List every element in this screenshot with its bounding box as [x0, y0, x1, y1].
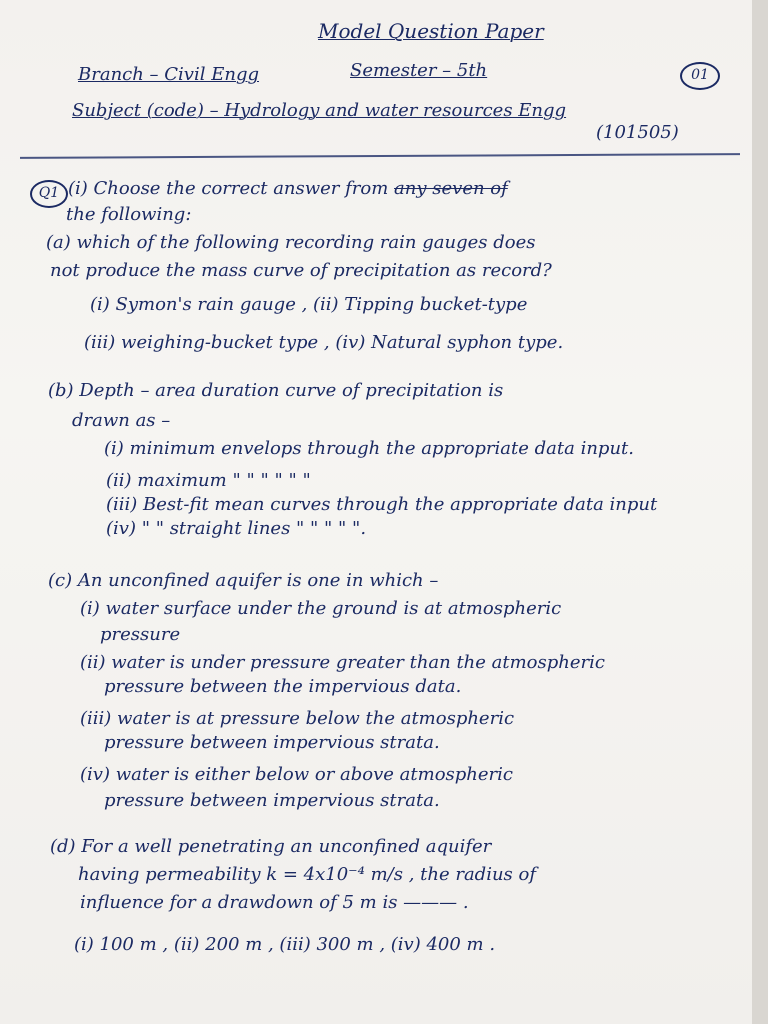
- question-c-option4a: (iv) water is either below or above atmospheric: [80, 764, 513, 785]
- question-tag: Q1: [30, 180, 68, 208]
- semester-label: Semester – 5th: [350, 60, 488, 81]
- question-c-option2a: (ii) water is under pressure greater than the atmospheric: [80, 652, 605, 673]
- branch-label: Branch – Civil Engg: [78, 64, 259, 85]
- question-c-option4b: pressure between impervious strata.: [104, 790, 440, 811]
- question-d-line1: (d) For a well penetrating an unconfined aquifer: [50, 836, 492, 857]
- question-d-line3: influence for a drawdown of 5 m is ——— .: [80, 892, 469, 913]
- subject-code: (101505): [596, 122, 679, 143]
- question-c-option2b: pressure between the impervious data.: [104, 676, 462, 697]
- question-a-line1: (a) which of the following recording rain gauges does: [46, 232, 536, 253]
- question-c-line1: (c) An unconfined aquifer is one in which –: [48, 570, 439, 591]
- question-b-line2: drawn as –: [72, 410, 171, 431]
- question-c-option1b: pressure: [100, 624, 181, 645]
- question-c-option3b: pressure between impervious strata.: [104, 732, 440, 753]
- question-b-option4: (iv) " " straight lines " " " " ".: [106, 518, 367, 539]
- question-b-option1: (i) minimum envelops through the appropriate data input.: [104, 438, 634, 459]
- question-a-options1: (i) Symon's rain gauge , (ii) Tipping bucket-type: [90, 294, 528, 315]
- question-b-option3: (iii) Best-fit mean curves through the appropriate data input: [106, 494, 658, 515]
- question-b-line1: (b) Depth – area duration curve of precipitation is: [48, 380, 504, 401]
- question-c-option3a: (iii) water is at pressure below the atmospheric: [80, 708, 515, 729]
- question-d-options: (i) 100 m , (ii) 200 m , (iii) 300 m , (iv) 400 m .: [74, 934, 496, 955]
- page-number-badge: 01: [680, 62, 720, 90]
- header-divider: [20, 153, 740, 159]
- question-a-options2: (iii) weighing-bucket type , (iv) Natural syphon type.: [84, 332, 564, 353]
- question-b-option2: (ii) maximum " " " " " ": [106, 470, 311, 491]
- q1-instruction: (i) Choose the correct answer from any seven of: [68, 178, 508, 199]
- question-a-line2: not produce the mass curve of precipitation as record?: [50, 260, 552, 281]
- subject-label: Subject (code) – Hydrology and water resources Engg: [72, 100, 567, 121]
- question-d-line2: having permeability k = 4x10⁻⁴ m/s , the radius of: [78, 864, 537, 885]
- page-edge: [752, 0, 768, 1024]
- q1-instruction-cont: the following:: [66, 204, 192, 225]
- question-c-option1a: (i) water surface under the ground is at atmospheric: [80, 598, 562, 619]
- paper-title: Model Question Paper: [318, 19, 544, 43]
